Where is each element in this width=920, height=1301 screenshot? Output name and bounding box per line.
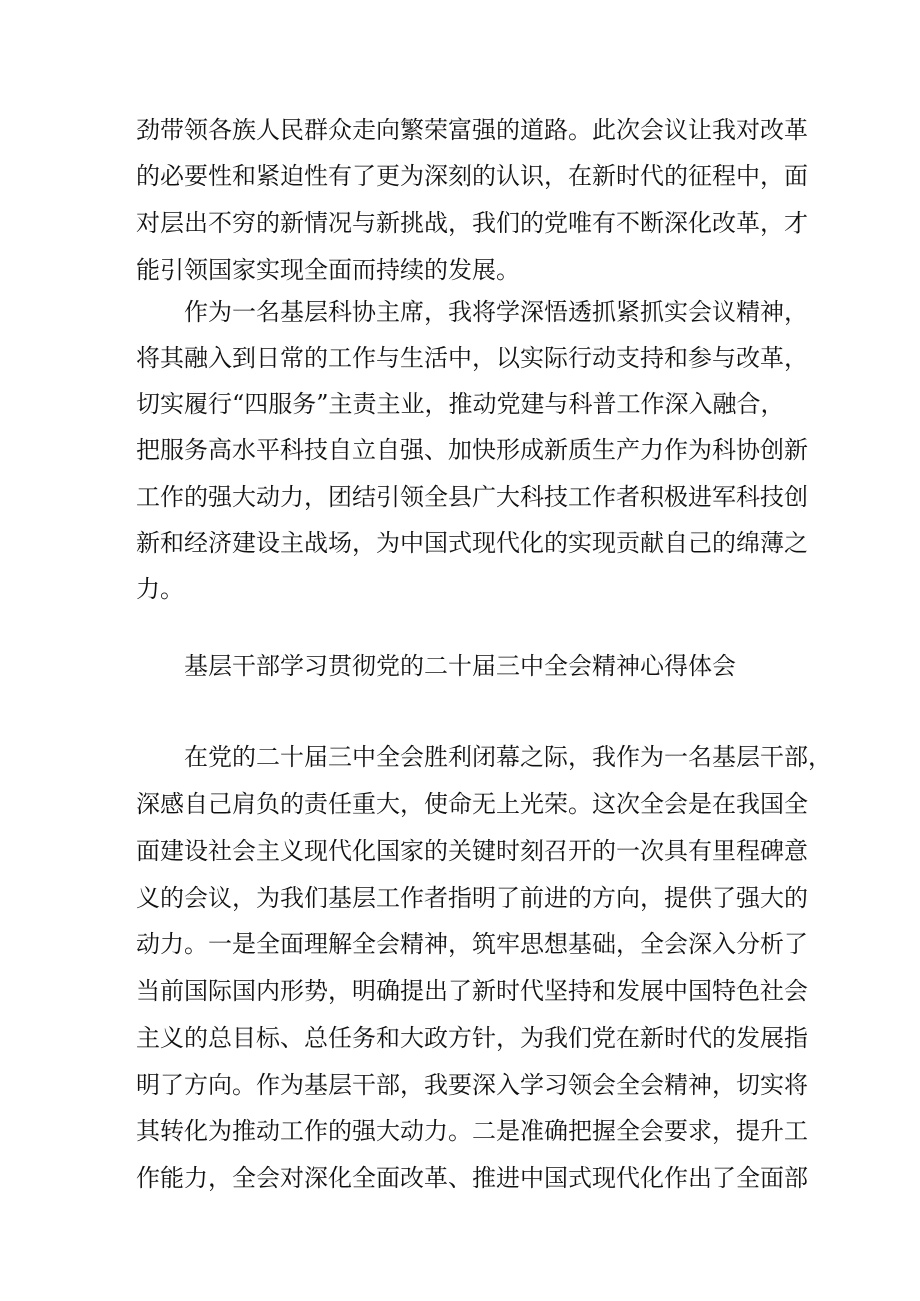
text-line: 当前国际国内形势，明确提出了新时代坚持和发展中国特色社会 [136, 977, 808, 1005]
text-line: 能引领国家实现全面而持续的发展。 [136, 256, 520, 284]
text-line: 其转化为推动工作的强大动力。二是准确把握全会要求，提升工 [136, 1117, 808, 1145]
text-line: 的必要性和紧迫性有了更为深刻的认识，在新时代的征程中，面 [136, 162, 808, 190]
text-line: 劲带领各族人民群众走向繁荣富强的道路。此次会议让我对改革 [136, 116, 808, 144]
text-line: 面建设社会主义现代化国家的关键时刻召开的一次具有里程碑意 [136, 837, 808, 865]
text-line: 把服务高水平科技自立自强、加快形成新质生产力作为科协创新 [136, 436, 808, 464]
text-line: 工作的强大动力，团结引领全县广大科技工作者积极进军科技创 [136, 483, 808, 511]
text-line: 对层出不穷的新情况与新挑战，我们的党唯有不断深化改革，才 [136, 209, 808, 237]
text-line: 作为一名基层科协主席，我将学深悟透抓紧抓实会议精神， [184, 298, 808, 326]
text-line: 力。 [136, 575, 184, 603]
text-line: 明了方向。作为基层干部，我要深入学习领会全会精神，切实将 [136, 1071, 808, 1099]
text-line: 新和经济建设主战场，为中国式现代化的实现贡献自己的绵薄之 [136, 529, 808, 557]
text-line: 作能力，全会对深化全面改革、推进中国式现代化作出了全面部 [136, 1164, 808, 1192]
text-line: 动力。一是全面理解全会精神，筑牢思想基础，全会深入分析了 [136, 930, 808, 958]
text-line: 深感自己肩负的责任重大，使命无上光荣。这次全会是在我国全 [136, 790, 808, 818]
text-line: 将其融入到日常的工作与生活中，以实际行动支持和参与改革， [136, 344, 808, 372]
section-title: 基层干部学习贯彻党的二十届三中全会精神心得体会 [184, 652, 736, 680]
text-line: 主义的总目标、总任务和大政方针，为我们党在新时代的发展指 [136, 1024, 808, 1052]
text-line: 义的会议，为我们基层工作者指明了前进的方向，提供了强大的 [136, 884, 808, 912]
text-line: 在党的二十届三中全会胜利闭幕之际，我作为一名基层干部， [184, 743, 832, 771]
text-line: 切实履行“四服务”主责主业，推动党建与科普工作深入融合， [136, 390, 785, 418]
